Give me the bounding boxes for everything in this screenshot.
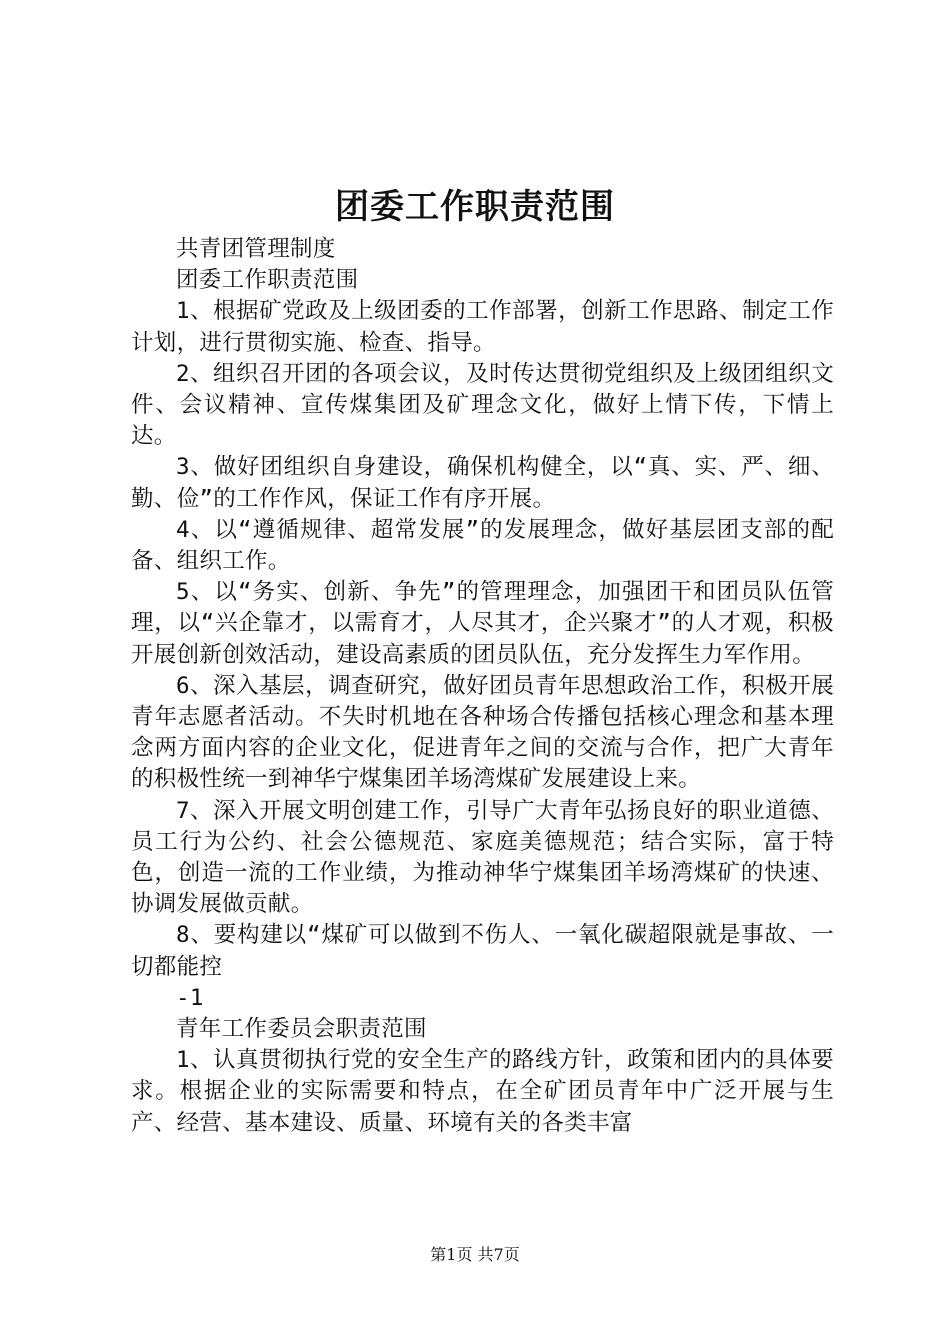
paragraph-item-6: 6、深入基层，调查研究，做好团员青年思想政治工作，积极开展青年志愿者活动。不失时机地在各种场合传播包括核心理念和基本理念两方面内容的企业文化，促进青年之间的交流与合作，把广大青年的积极性统一到神华宁煤集团羊场湾煤矿发展建设上来。 (131, 672, 834, 793)
paragraph-item-5: 5、以“务实、创新、争先”的管理理念，加强团干和团员队伍管理，以“兴企靠才，以需育才，人尽其才，企兴聚才”的人才观，积极开展创新创效活动，建设高素质的团员队伍，充分发挥生力军作用。 (131, 579, 834, 668)
paragraph-item-1: 1、根据矿党政及上级团委的工作部署，创新工作思路、制定工作计划，进行贯彻实施、检查、指导。 (131, 298, 834, 356)
paragraph-item-3: 3、做好团组织自身建设，确保机构健全，以“真、实、严、细、勤、俭”的工作作风，保证工作有序开展。 (131, 454, 834, 512)
paragraph-item-7: 7、深入开展文明创建工作，引导广大青年弘扬良好的职业道德、员工行为公约、社会公德规范、家庭美德规范；结合实际，富于特色，创造一流的工作业绩，为推动神华宁煤集团羊场湾煤矿的快速、协调发展做贡献。 (131, 797, 834, 918)
document-body (131, 234, 834, 1139)
paragraph-item-8: 8、要构建以“煤矿可以做到不伤人、一氧化碳超限就是事故、一切都能控 (131, 922, 834, 980)
paragraph-heading-system: 共青团管理制度 (176, 236, 336, 262)
paragraph-item-4: 4、以“遵循规律、超常发展”的发展理念，做好基层团支部的配备、组织工作。 (131, 516, 834, 575)
paragraph-committee-item-1: 1、认真贯彻执行党的安全生产的路线方针，政策和团内的具体要求。根据企业的实际需要和特点，在全矿团员青年中广泛开展与生产、经营、基本建设、质量、环境有关的各类丰富 (131, 1047, 834, 1136)
document-title: 团委工作职责范围 (335, 187, 615, 227)
paragraph-heading-scope: 团委工作职责范围 (176, 267, 359, 294)
paragraph-item-2: 2、组织召开团的各项会议，及时传达贯彻党组织及上级团组织文件、会议精神、宣传煤集团及矿理念文化，做好上情下传，下情上达。 (131, 360, 834, 450)
page-marker: -1 (176, 984, 204, 1011)
page-footer: 第1页 共7页 (430, 1245, 520, 1264)
paragraph-heading-committee: 青年工作委员会职责范围 (176, 1016, 427, 1043)
